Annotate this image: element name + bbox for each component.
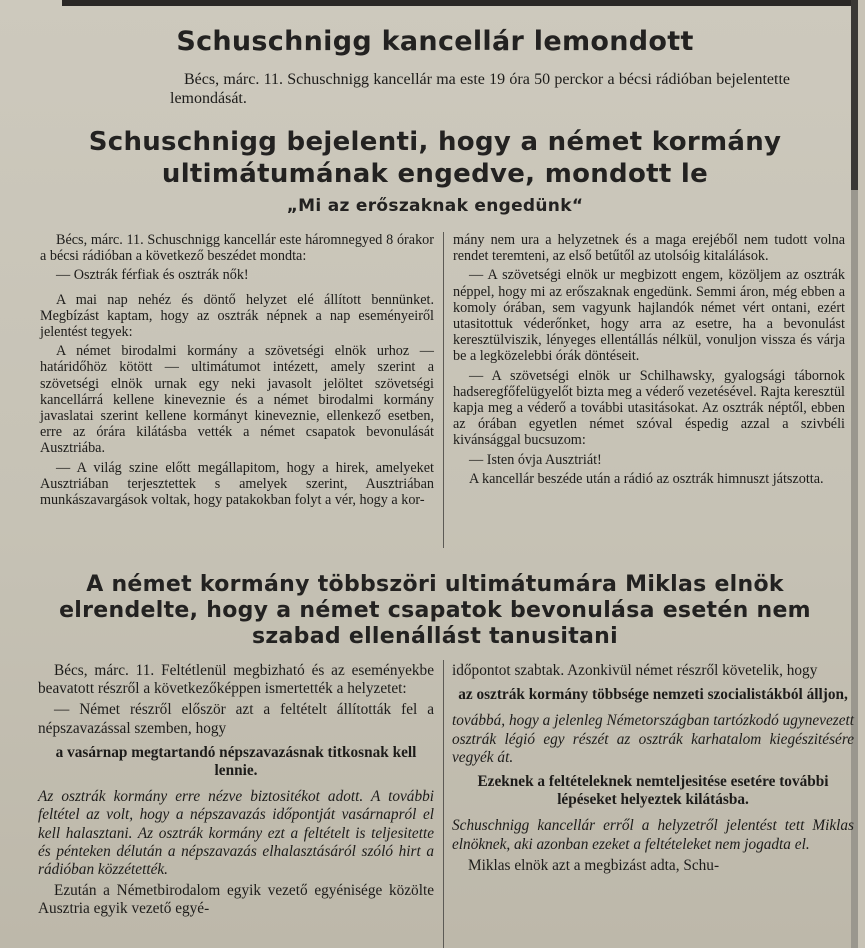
top-border	[62, 0, 858, 6]
headline-announcement: Schuschnigg bejelenti, hogy a német kormány ultimátumának engedve, mondott le	[88, 127, 782, 189]
paragraph: továbbá, hogy a jelenleg Németországban tartózkodó ugynevezett osztrák légió egy részét az osztrák karhatalom kiegészitésére vegyék át.	[452, 712, 854, 766]
paragraph: Bécs, márc. 11. Schuschnigg kancellár este háromnegyed 8 órakor a bécsi rádióban a következő beszédet mondta:	[40, 232, 434, 265]
article-column-right	[453, 232, 845, 490]
paragraph: Miklas elnök azt a megbizást adta, Schu-	[468, 856, 720, 874]
column-divider	[443, 660, 444, 948]
paragraph: — Német részről először azt a feltételt állították fel a népszavazással szemben, hogy	[38, 701, 434, 737]
paragraph: — A szövetségi elnök ur Schilhawsky, gyalogsági tábornok hadseregfőfelügyelőt bizta meg a véderő vezetésével. Rajta keresztül kapja meg a véderő a további utasitásokat. Az osztrák néptől, ebben az órában egyetlen német szóval éspedig azzal a szivbéli kivánsággal bucsuzom:	[453, 367, 845, 449]
paragraph: Az osztrák kormány erre nézve biztositékot adott. A további feltétel az volt, hogy a népszavazás időpontját vasárnapról el kell halasztani. Az osztrák kormány ezt a feltételt is teljesitette és pénteken délután a népszavazás elhalasztásáról szóló hirt a rádióban közzétették.	[38, 788, 434, 879]
paragraph: Ezután a Németbirodalom egyik vezető egyénisége közölte Ausztria egyik vezető egyé-	[38, 882, 434, 918]
paragraph: mány nem ura a helyzetnek és a maga erejéből nem tudott volna rendet teremteni, az első betűtől az utolsóig kitalálások.	[453, 232, 845, 265]
paragraph: — Isten óvja Ausztriát!	[469, 451, 602, 468]
paragraph: időpontot szabtak. Azonkivül német részről követelik, hogy	[452, 662, 818, 679]
headline-resignation: Schuschnigg kancellár lemondott	[176, 26, 694, 57]
article-column-right-2	[452, 662, 854, 878]
page-edge-dark	[851, 0, 858, 190]
paragraph: A német birodalmi kormány a szövetségi elnök urhoz — határidőhöz kötött — ultimátumot intézett, amely szerint a szövetségi elnök urnak egy neki javasolt jelöltet szövetségi kancellárrá kellene kineveznie és a német birodalmi kormány javaslatai szerint kellene kormányt kineveznie, ellenkező esetben, erre az órára kilátásba vették a német csapatok bevonulását Ausztriába.	[40, 343, 434, 457]
paragraph: — Osztrák férfiak és osztrák nők!	[56, 267, 249, 284]
headline-ultimatum: A német kormány többszöri ultimátumára Miklas elnök elrendelte, hogy a német csapatok bevonulása esetén nem szabad ellenállást tanusitani	[59, 572, 811, 649]
paragraph: A mai nap nehéz és döntő helyzet elé állított bennünket. Megbízást kaptam, hogy az osztrák népnek a nap eseményeiről jelentést tegyek:	[40, 291, 434, 341]
subheadline-quote: „Mi az erőszaknak engedünk“	[286, 196, 584, 216]
paragraph: Bécs, márc. 11. Feltétlenül megbizható és az eseményekbe beavatott részről a következőképpen ismertették a helyzetet:	[38, 662, 434, 698]
bold-statement: Ezeknek a feltételeknek nemteljesitése esetére további lépéseket helyeztek kilátásba.	[477, 773, 829, 809]
bold-statement: az osztrák kormány többsége nemzeti szocialistákból álljon,	[458, 686, 848, 704]
paragraph: Schuschnigg kancellár erről a helyzetről jelentést tett Miklas elnöknek, aki azonban ezeket a feltételeket nem jogadta el.	[452, 817, 854, 853]
article-column-left-2	[38, 662, 434, 922]
paragraph: A kancellár beszéde után a rádió az osztrák himnuszt játszotta.	[469, 470, 824, 487]
bold-statement: a vasárnap megtartandó népszavazásnak titkosnak kell lennie.	[55, 743, 417, 780]
paragraph: — A szövetségi elnök ur megbizott engem, közöljem az osztrák néppel, hogy mi az erőszaknak engedünk. Semmi áron, még ebben a komoly órában, sem vagyunk hajlandók német vért ontani, ezért utasitottuk véderőnket, hogy arra az esetre, ha a bevonulást keresztülviszik, lényeges ellentállás nélkül, vonuljon vissza és várja be a legközelebbi órák döntéseit.	[453, 267, 845, 365]
paragraph: — A világ szine előtt megállapitom, hogy a hirek, amelyeket Ausztriában terjesztettek s amelyek szerint, Ausztriában munkászavargások voltak, hogy patakokban folyt a vér, hogy a kor-	[40, 459, 434, 509]
article-column-left	[40, 232, 434, 511]
column-divider	[443, 232, 444, 548]
lead-paragraph: Bécs, márc. 11. Schuschnigg kancellár ma este 19 óra 50 perckor a bécsi rádióban bejelentette lemondását.	[170, 71, 790, 107]
